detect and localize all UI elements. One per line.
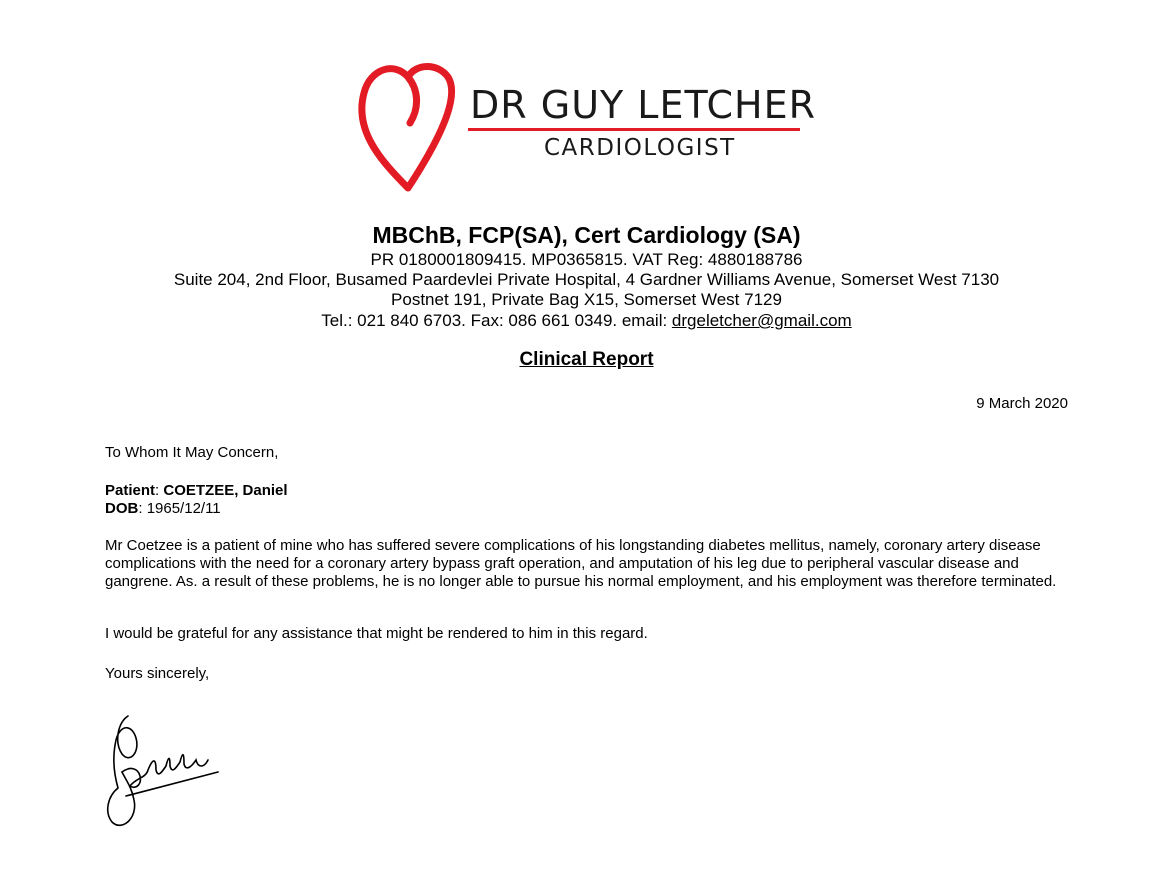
contact-line: [0, 311, 1173, 331]
patient-line: Patient: COETZEE, Daniel: [105, 482, 288, 499]
registration-numbers: PR 0180001809415. MP0365815. VAT Reg: 4880188786: [370, 250, 803, 269]
logo-subtitle: CARDIOLOGIST: [544, 135, 736, 161]
patient-name: COETZEE, Daniel: [163, 482, 288, 499]
heart-icon: [350, 55, 470, 200]
practice-address: Suite 204, 2nd Floor, Busamed Paardevlei Private Hospital, 4 Gardner Williams Avenue, Somerset West 7130: [173, 270, 1000, 289]
postal-address: Postnet 191, Private Bag X15, Somerset West 7129: [391, 290, 782, 309]
salutation: To Whom It May Concern,: [105, 444, 279, 461]
logo-divider: [468, 128, 800, 131]
logo-name: DR GUY LETCHER: [470, 83, 816, 127]
patient-label: Patient: [105, 482, 156, 499]
dob-line: DOB: 1965/12/11: [105, 500, 221, 517]
report-paragraph-2: I would be grateful for any assistance that might be rendered to him in this regard.: [105, 625, 648, 642]
dob-value: 1965/12/11: [146, 500, 221, 517]
contact-phone-fax: Tel.: 021 840 6703. Fax: 086 661 0349. email:: [321, 311, 672, 330]
report-title: Clinical Report: [519, 349, 654, 370]
dob-label: DOB: [105, 500, 139, 517]
signature: [100, 708, 230, 833]
closing: Yours sincerely,: [105, 665, 210, 682]
report-paragraph-1: Mr Coetzee is a patient of mine who has suffered severe complications of his longstanding diabetes mellitus, namely, coronary artery disease complications with the need for a coronary artery bypass graft operation, and amputation of his leg due to peripheral vascular disease and gangrene. As. a result of these problems, he is no longer able to pursue his normal employment, and his employment was therefore terminated.: [105, 537, 1057, 590]
email-link[interactable]: drgeletcher@gmail.com: [671, 311, 852, 330]
report-date: 9 March 2020: [976, 395, 1068, 412]
qualifications: MBChB, FCP(SA), Cert Cardiology (SA): [372, 222, 801, 248]
letterhead-logo: [350, 55, 830, 200]
